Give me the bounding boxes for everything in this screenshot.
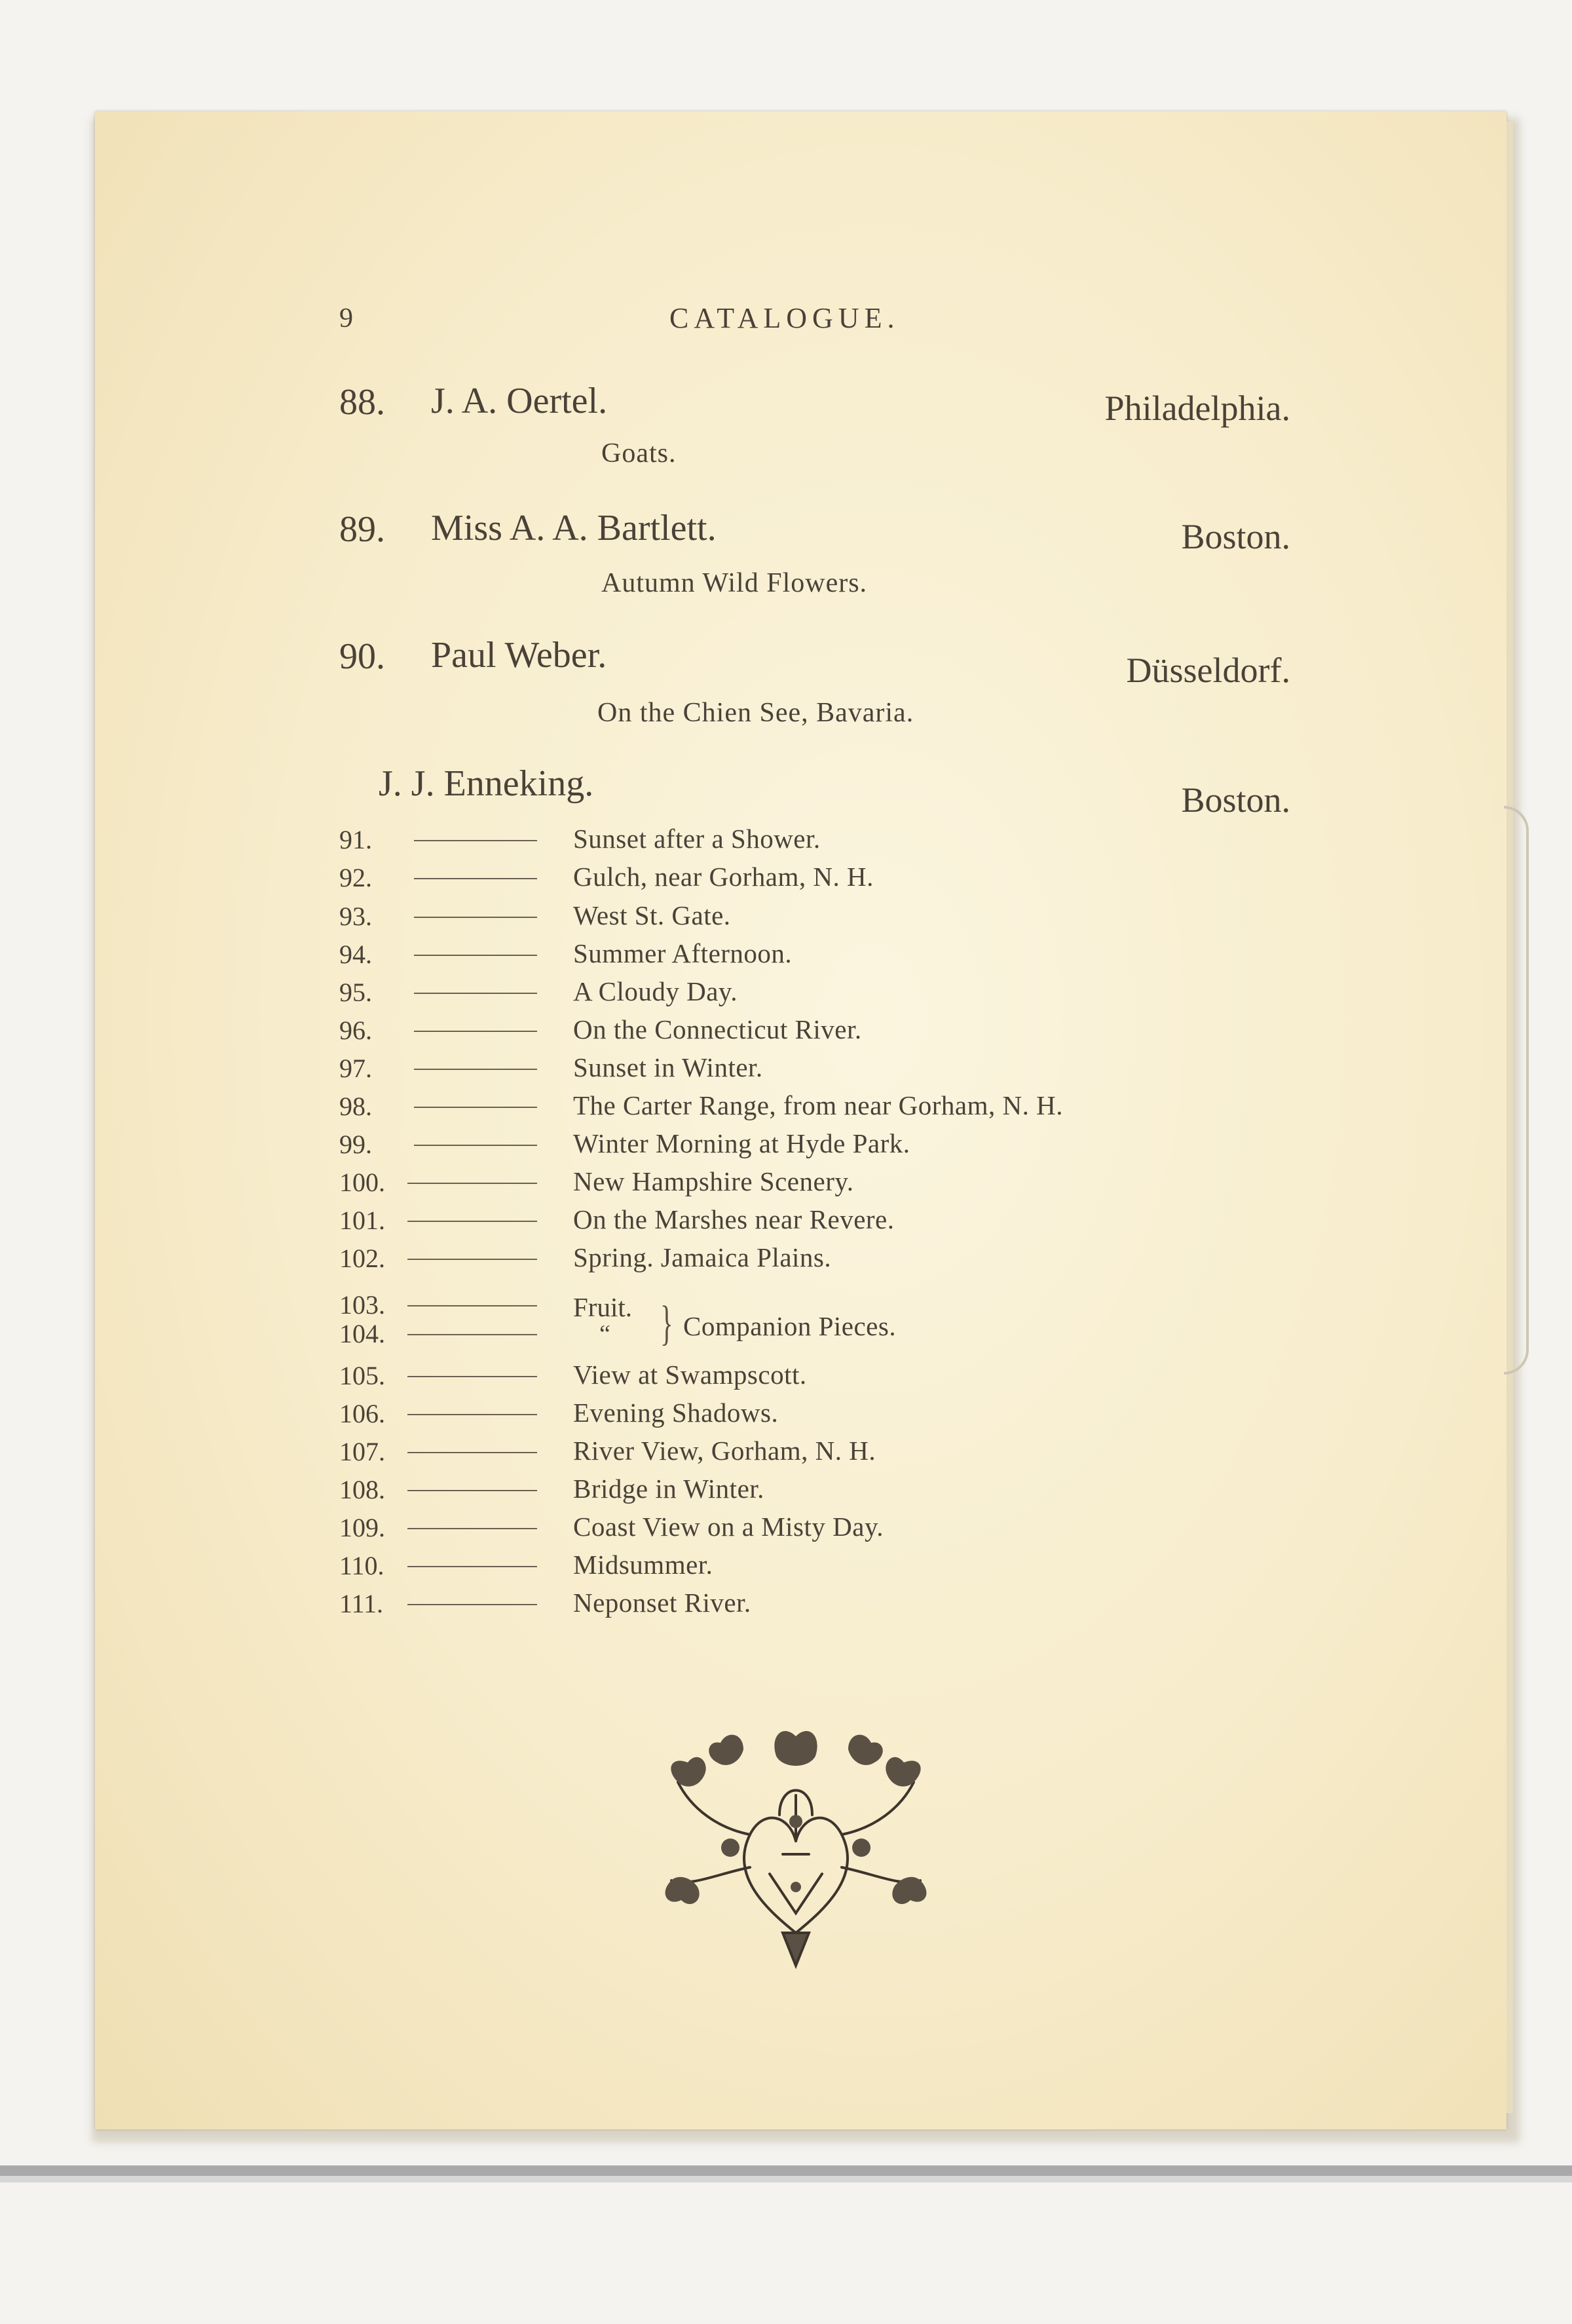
lot-dash	[407, 1414, 537, 1415]
lot-title: Evening Shadows.	[573, 1398, 779, 1428]
entry-title: Goats.	[601, 438, 677, 468]
lot-dash	[407, 1221, 537, 1222]
lot-dash	[414, 993, 537, 994]
entry-city: Düsseldorf.	[1126, 651, 1290, 690]
floral-vignette-icon	[652, 1717, 940, 1992]
lot-number: 109.	[339, 1513, 385, 1542]
lot-dash	[414, 917, 537, 918]
entry-number: 90.	[339, 636, 385, 677]
entry-city: Boston.	[1181, 517, 1290, 556]
scanner-bed-edge	[0, 2165, 1572, 2176]
lot-title: Sunset after a Shower.	[573, 824, 821, 854]
lot-number: 105.	[339, 1361, 385, 1390]
lot-dash	[407, 1604, 537, 1605]
lot-dash	[407, 1490, 537, 1491]
lot-dash	[407, 1566, 537, 1567]
lot-dash	[414, 840, 537, 841]
lot-number: 108.	[339, 1475, 385, 1504]
lot-title: Fruit.	[573, 1292, 632, 1322]
lot-number: 93.	[339, 902, 372, 931]
lot-title: On the Connecticut River.	[573, 1014, 862, 1044]
lot-number: 107.	[339, 1437, 385, 1466]
lot-dash	[407, 1528, 537, 1529]
lot-number: 102.	[339, 1244, 385, 1273]
entry-artist: Miss A. A. Bartlett.	[431, 508, 717, 548]
lot-number: 100.	[339, 1168, 385, 1197]
lot-number: 94.	[339, 940, 372, 969]
lot-dash	[414, 878, 537, 879]
lot-number: 98.	[339, 1092, 372, 1121]
companion-brace: }	[660, 1297, 673, 1350]
lot-dash	[414, 1145, 537, 1146]
lot-number: 110.	[339, 1551, 384, 1580]
entry-artist: J. A. Oertel.	[431, 381, 608, 421]
enneking-artist: J. J. Enneking.	[379, 763, 594, 804]
entry-number: 88.	[339, 382, 385, 423]
running-head: CATALOGUE.	[669, 302, 900, 334]
lot-dash	[414, 1107, 537, 1108]
lot-title: Gulch, near Gorham, N. H.	[573, 862, 874, 892]
page-number: 9	[339, 303, 353, 333]
lot-dash	[407, 1452, 537, 1453]
lot-title: Spring. Jamaica Plains.	[573, 1242, 832, 1272]
lot-dash	[414, 1031, 537, 1032]
entry-city: Philadelphia.	[1104, 389, 1290, 428]
binding-string	[1504, 806, 1529, 1375]
lot-title: The Carter Range, from near Gorham, N. H.	[573, 1090, 1063, 1120]
lot-title: Midsummer.	[573, 1550, 713, 1580]
lot-dash	[407, 1259, 537, 1260]
lot-title: West St. Gate.	[573, 900, 731, 930]
lot-number: 103.	[339, 1290, 385, 1320]
lot-title: On the Marshes near Revere.	[573, 1204, 895, 1234]
lot-number: 92.	[339, 863, 372, 892]
lot-dash	[407, 1183, 537, 1184]
companion-note: Companion Pieces.	[683, 1311, 897, 1341]
lot-title: Sunset in Winter.	[573, 1052, 763, 1082]
ditto-mark: “	[599, 1320, 610, 1348]
lot-number: 96.	[339, 1016, 372, 1045]
lot-title: New Hampshire Scenery.	[573, 1166, 854, 1196]
lot-dash	[407, 1376, 537, 1377]
lot-number: 106.	[339, 1399, 385, 1428]
lot-title: View at Swampscott.	[573, 1360, 807, 1390]
entry-title: Autumn Wild Flowers.	[601, 568, 868, 598]
lot-number: 95.	[339, 978, 372, 1007]
lot-dash	[407, 1334, 537, 1335]
lot-number: 99.	[339, 1130, 372, 1159]
entry-number: 89.	[339, 509, 385, 550]
lot-title: Neponset River.	[573, 1588, 751, 1618]
lot-title: Bridge in Winter.	[573, 1474, 764, 1504]
lot-title: Summer Afternoon.	[573, 938, 793, 968]
lot-dash	[407, 1305, 537, 1306]
lot-number: 91.	[339, 825, 372, 854]
lot-dash	[414, 955, 537, 956]
scanner-bed-edge-light	[0, 2176, 1572, 2182]
lot-title: Coast View on a Misty Day.	[573, 1512, 884, 1542]
lot-number: 101.	[339, 1206, 385, 1235]
lot-number: 111.	[339, 1589, 384, 1618]
lot-number: 97.	[339, 1054, 372, 1083]
lot-number: 104.	[339, 1319, 385, 1348]
lot-title: A Cloudy Day.	[573, 976, 738, 1006]
entry-title: On the Chien See, Bavaria.	[597, 698, 914, 728]
entry-artist: Paul Weber.	[431, 635, 607, 676]
lot-title: River View, Gorham, N. H.	[573, 1436, 876, 1466]
lot-title: Winter Morning at Hyde Park.	[573, 1128, 910, 1158]
lot-dash	[414, 1069, 537, 1070]
enneking-city: Boston.	[1181, 780, 1290, 820]
